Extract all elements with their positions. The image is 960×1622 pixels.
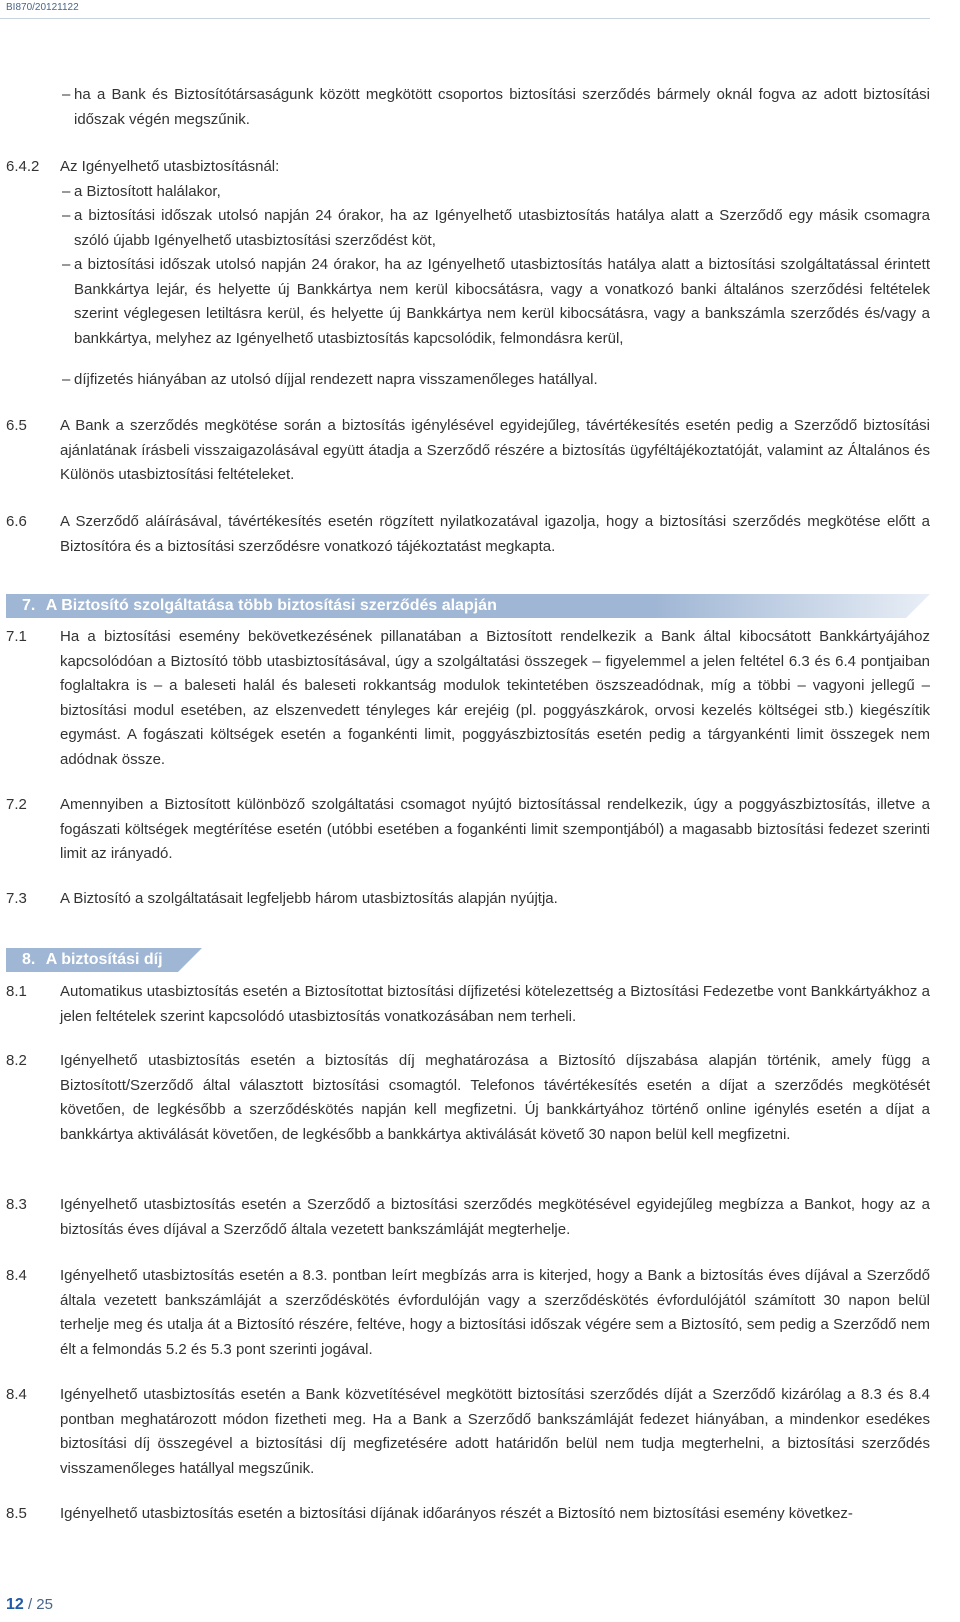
- clause-text: Igényelhető utasbiztosítás esetén a Szerződő a biztosítási szerződés megkötésével egyidejűleg megbízza a Bankot, hogy az a biztosítás éves díjával a Szerződő általa vezetett bankszámláját megterhelje.: [60, 1196, 930, 1238]
- clause-text: Igényelhető utasbiztosítás esetén a biztosítási díjának időarányos részét a Biztosító nem biztosítási esemény következ-: [60, 1505, 853, 1522]
- clause-number: 8.5: [6, 1505, 27, 1522]
- clause-number: 8.2: [6, 1052, 27, 1069]
- clause-number: 7.1: [6, 628, 27, 645]
- section-number: 7.: [22, 597, 36, 614]
- clause-text: A Szerződő aláírásával, távértékesítés esetén rögzített nyilatkozatával igazolja, hogy a biztosítási szerződés megkötése előtt a Biztosítóra és a biztosítási szerződésre vonatkozó tájékoztatást megkapta.: [60, 513, 930, 555]
- section-number: 8.: [22, 951, 36, 968]
- clause-number: 6.4.2: [6, 158, 40, 175]
- header-rule: [0, 18, 930, 19]
- clause-number: 7.3: [6, 890, 27, 907]
- clause-number: 7.2: [6, 796, 27, 813]
- clause-text: Amennyiben a Biztosított különböző szolgáltatási csomagot nyújtó biztosítással rendelkezik, úgy a poggyászbiztosítás, illetve a fogászati költségek megtérítése esetén (utóbbi esetében a fogankénti limit szempontjából) a magasabb biztosítási fedezet szerinti limit az irányadó.: [60, 796, 930, 863]
- clause-number: 8.4: [6, 1386, 27, 1403]
- page-current: 12: [6, 1596, 24, 1613]
- clause-text: A Bank a szerződés megkötése során a biztosítás igénylésével egyidejűleg, távértékesítés esetén pedig a Szerződő biztosítási ajánlatának írásbeli visszaigazolásával együtt átadja a Szerződő részére a biztosítás ügyféltájékoztatóját, valamint az Általános és Különös utasbiztosítási feltételeket.: [60, 417, 930, 484]
- clause-text: A Biztosító a szolgáltatásait legfeljebb három utasbiztosítás alapján nyújtja.: [60, 890, 558, 907]
- clause-number: 8.1: [6, 983, 27, 1000]
- clause-number: 8.3: [6, 1196, 27, 1213]
- list-item: – díjfizetés hiányában az utolsó díjjal rendezett napra visszamenőleges hatállyal.: [62, 371, 598, 388]
- clause-text: Ha a biztosítási esemény bekövetkezésének pillanatában a Biztosított rendelkezik a Bank által kibocsátott Bankkártyájához kapcsolódóan a Biztosító több utasbiztosításával, úgy a szolgáltatási összegek – figyelemmel a jelen feltétel 6.3 és 6.4 pontjaiban foglaltakra is – a baleseti halál és baleseti rokkantság modulok tekintetében öszszeadódnak, míg a többi – vagyoni jellegű – biztosítási modul esetében, az elszenvedett tényleges kár erejéig (pl. poggyászkárok, orvosi kezelés költségei stb.) kiegészítik egymást. A fogászati költségek esetén a fogankénti limit, poggyászbiztosítás esetén pedig a tárgyankénti limit összegek nem adódnak össze.: [60, 628, 930, 768]
- clause-number: 8.4: [6, 1267, 27, 1284]
- clause-text: Automatikus utasbiztosítás esetén a Biztosítottat biztosítási díjfizetési kötelezettség a Biztosítási Fedezetbe vont Bankkártyákhoz a jelen feltételek szerint kapcsolódó utasbiztosítás vonatkozásában nem terheli.: [60, 983, 930, 1025]
- section-title: A Biztosító szolgáltatása több biztosítási szerződés alapján: [45, 597, 497, 614]
- list-item: – a Biztosított halálakor,: [62, 183, 221, 200]
- doc-code: BI870/20121122: [6, 2, 79, 13]
- clause-text: Az Igényelhető utasbiztosításnál:: [60, 158, 280, 175]
- list-item: – a biztosítási időszak utolsó napján 24 órakor, ha az Igényelhető utasbiztosítás hatálya alatt a biztosítási szolgáltatással érintett Bankkártya lejár, és helyette új Bankkártya nem kerül kibocsátásra, vagy a vonatkozó banki általános szerződési feltételek szerint véglegesen letiltásra kerül, és helyette új Bankkártya nem kerül kibocsátásra, vagy a bankszámla szerződés és/vagy a bankkártya, melyhez az Igényelhető utasbiztosítás kapcsolódik, felmondásra kerül,: [62, 256, 930, 347]
- section-heading-8: [6, 948, 202, 972]
- clause-number: 6.6: [6, 513, 27, 530]
- clause-text: Igényelhető utasbiztosítás esetén a Bank közvetítésével megkötött biztosítási szerződés díját a Szerződő kizárólag a 8.3 és 8.4 pontban meghatározott módon fizetheti meg. Ha a Bank a Szerződő bankszámláját fedezet hiányában, a mindenkor esedékes biztosítási díj összegével a biztosítási díj megfizetésére adott határidőn belül nem tudja megterhelni, a biztosítási szerződés visszamenőleges hatállyal megszűnik.: [60, 1386, 930, 1477]
- clause-text: Igényelhető utasbiztosítás esetén a biztosítás díj meghatározása a Biztosító díjszabása alapján történik, amely függ a Biztosított/Szerződő által választott biztosítási csomagtól. Telefonos távértékesítés esetén a díjat a szerződés megkötését követően, de legkésőbb a szerződéskötés napján kell megfizetni. Új bankkártyához történő online igénylés esetén a díjat a bankkártya aktiválását követően, de legkésőbb a bankkártya aktiválását követő 30 napon belül kell megfizetni.: [60, 1052, 930, 1143]
- page-number: [6, 1596, 53, 1614]
- clause-number: 6.5: [6, 417, 27, 434]
- list-item: – a biztosítási időszak utolsó napján 24 órakor, ha az Igényelhető utasbiztosítás hatálya alatt a Szerződő egy másik csomagra szóló újabb Igényelhető utasbiztosítási szerződést köt,: [62, 207, 930, 249]
- clause-text: Igényelhető utasbiztosítás esetén a 8.3. pontban leírt megbízás arra is kiterjed, hogy a Bank a biztosítás éves díjával a Szerződő általa vezetett bankszámláját a szerződéskötés évfordulóján vagy a szerződéskötés évfordulójától számított 30 napon belül terhelje meg és utalja át a Biztosító részére, feltéve, hogy a biztosítási időszak végére sem a Biztosító, sem pedig a Szerződő nem élt a felmondás 5.2 és 5.3 pont szerinti jogával.: [60, 1267, 930, 1358]
- list-item: – ha a Bank és Biztosítótársaságunk között megkötött csoportos biztosítási szerződés bármely oknál fogva az adott biztosítási időszak végén megszűnik.: [62, 86, 930, 128]
- page-total: / 25: [23, 1596, 53, 1613]
- section-title: A biztosítási díj: [45, 951, 163, 968]
- section-heading-7: [6, 594, 930, 618]
